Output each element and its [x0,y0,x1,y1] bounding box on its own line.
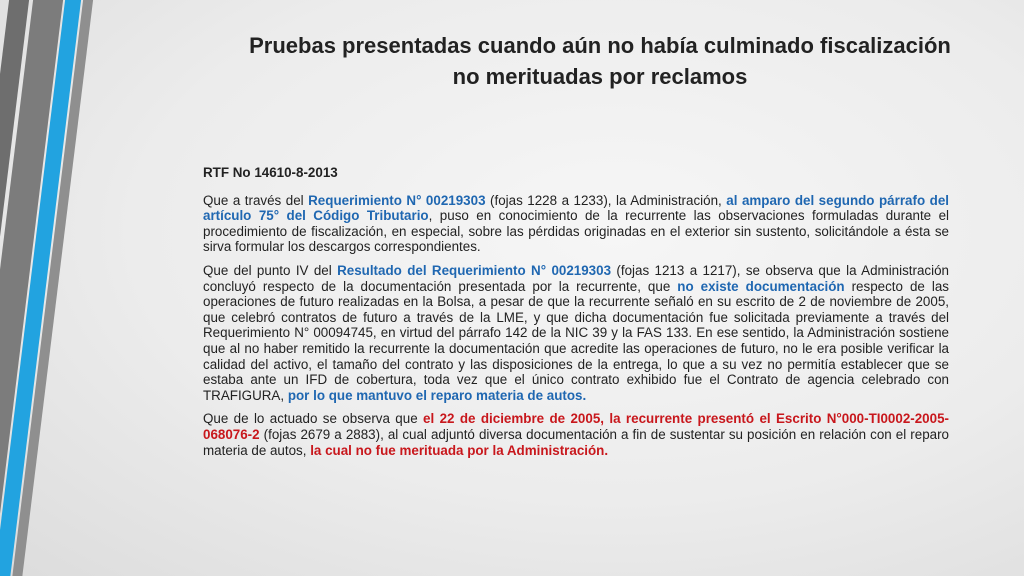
highlight-blue: no existe documentación [677,278,845,294]
slide-title [200,30,1000,92]
highlight-blue: al amparo del segundo párrafo del artículo 75° del Código Tributario [203,192,949,224]
title-line-1: Pruebas presentadas cuando aún no había culminado fiscalización [249,33,951,58]
text: Que de lo actuado se observa que [203,411,424,427]
text: (fojas 1213 a 1217), se observa que la Administración concluyó respecto de la documentación presentada por la recurrente, que [203,262,949,294]
highlight-blue: Requerimiento N° 00219303 [308,192,486,208]
title-line-2: no merituadas por reclamos [452,64,748,89]
paragraph-1 [203,193,949,255]
text: Que del punto IV del [203,262,338,278]
highlight-blue: Resultado del Requerimiento N° 00219303 [337,262,612,278]
highlight-red: el 22 de diciembre de 2005, la recurrente presentó el Escrito N°000-TI0002-2005-068076-2 [203,411,949,442]
text: respecto de las operaciones de futuro realizadas en la Bolsa, a pesar de que la recurrente señaló en su escrito de 2 de noviembre de 2005, que celebró contratos de futuro a través de la LME, y que dicha documentación fue solicitada previamente a través del Requerimiento N° 00094745, en virtud del párrafo 142 de la NIC 39 y la FAS 133. En ese sentido, la Administración sostiene que al no haber remitido la recurrente la documentación que acredite las operaciones de futuro, no le era posible verificar la calidad del activo, el tamaño del contrato y las disposiciones de la entrega, lo que a su vez no permitía establecer que se estaba ante un IFD de cobertura, toda vez que el único contrato exhibido fue el Contrato de agencia celebrado con TRAFIGURA, [203,278,949,403]
text: (fojas 1228 a 1233), la Administración, [485,192,727,208]
paragraph-2 [203,263,949,403]
highlight-red: la cual no fue merituada por la Administración. [310,442,609,458]
highlight-blue: por lo que mantuvo el reparo materia de autos. [287,387,587,403]
resolution-heading: RTF No 14610-8-2013 [203,165,338,180]
text: , puso en conocimiento de la recurrente las observaciones formuladas durante el procedimiento de fiscalización, en especial, sobre las pérdidas originadas en el exterior sin sustento, solicitándole a ésta se sirva formular los descargos correspondientes. [203,208,949,255]
slide-body [203,165,949,466]
text: (fojas 2679 a 2883), al cual adjuntó diversa documentación a fin de sustentar su posición en relación con el reparo materia de autos, [203,426,949,458]
decorative-stripes [0,0,140,576]
text: Que a través del [203,192,309,208]
paragraph-3 [203,411,949,458]
